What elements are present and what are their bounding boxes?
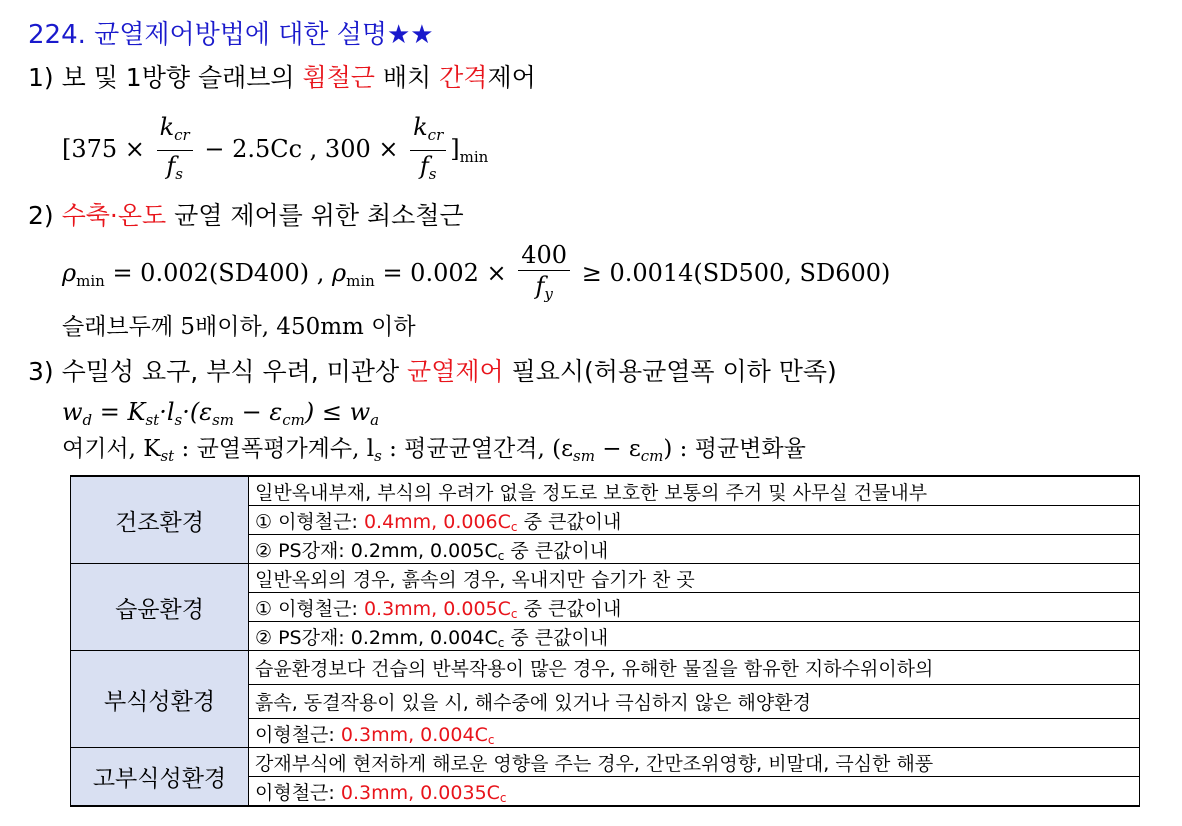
dry-description: 일반옥내부재, 부식의 우려가 없을 정도로 보호한 보통의 주거 및 사무실 건물내부 — [249, 476, 1140, 506]
table-row — [71, 651, 1140, 685]
frac-den-sub: s — [175, 165, 183, 183]
frac-400: 400 — [518, 240, 570, 271]
frac2-den: f — [419, 152, 429, 180]
table-row — [71, 564, 1140, 593]
formula-2-part-3: ≥ 0.0014(SD500, SD600) — [581, 259, 891, 287]
formula-2-part-2: = 0.002 × — [382, 259, 507, 287]
note-d-sub: cm — [640, 447, 664, 465]
title-text: 224. 균열제어방법에 대한 설명 — [28, 20, 387, 50]
dry-rebar-pre: ① 이형철근: — [255, 510, 364, 533]
note-b-sub: s — [374, 447, 382, 465]
w-symbol: w — [62, 398, 83, 426]
formula-1-min: min — [459, 148, 489, 166]
item-1 — [28, 58, 536, 94]
note-a-sub: st — [160, 447, 175, 465]
item-2-suffix: 균열 제어를 위한 최소철근 — [166, 201, 464, 230]
frac-num-sub: cr — [174, 126, 190, 144]
item-2 — [28, 196, 464, 232]
formula-1-open: [375 × — [62, 135, 145, 163]
eps-1: ·(ε — [182, 398, 213, 426]
wet-ps-post: 중 큰값이내 — [504, 626, 609, 649]
l-symbol: ·l — [159, 398, 175, 426]
wet-rebar — [249, 593, 1140, 622]
note-b: : 균열폭평가계수, l — [174, 436, 375, 462]
formula-crack-width — [62, 398, 379, 429]
frac-fy: f — [535, 272, 545, 300]
eps-2-sub: cm — [282, 411, 305, 429]
note-d: − ε — [594, 436, 641, 462]
eps-2: − ε — [234, 398, 283, 426]
corrosive-description-2: 흙속, 동결작용이 있을 시, 해수중에 있거나 극심하지 않은 해양환경 — [249, 685, 1140, 719]
note-c: : 평균균열간격, (ε — [381, 436, 573, 462]
table-row — [71, 748, 1140, 777]
frac-num: k — [159, 113, 175, 141]
corrosive-description-1: 습윤환경보다 건습의 반복작용이 많은 경우, 유해한 물질을 함유한 지하수위이하의 — [249, 651, 1140, 685]
fraction-400-over-fy — [518, 240, 570, 309]
k-sub: st — [145, 411, 160, 429]
wet-ps-sub: c — [497, 635, 505, 650]
formula-2-part-1: = 0.002(SD400) , — [112, 259, 325, 287]
wet-ps-steel — [249, 622, 1140, 651]
note-e: ) : 평균변화율 — [663, 436, 806, 462]
dry-ps-pre: ② PS강재: 0.2mm, 0.005C — [255, 539, 498, 562]
item-2-highlight: 수축·온도 — [61, 201, 167, 230]
fraction-k-over-f — [157, 112, 193, 189]
le-wa: ) ≤ w — [304, 398, 371, 426]
frac2-num-sub: cr — [427, 126, 444, 144]
item-3-suffix: 필요시(허용균열폭 이하 만족) — [503, 357, 837, 386]
severe-rebar-sub: c — [499, 790, 507, 805]
frac-den: f — [166, 152, 176, 180]
dry-rebar-post: 중 큰값이내 — [517, 510, 622, 533]
dry-ps-post: 중 큰값이내 — [504, 539, 609, 562]
rho-sub: min — [76, 272, 105, 290]
severe-description: 강재부식에 현저하게 해로운 영향을 주는 경우, 간만조위영향, 비말대, 극심한 해풍 — [249, 748, 1140, 777]
item-3-prefix: 3) 수밀성 요구, 부식 우려, 미관상 — [28, 357, 408, 386]
item-1-highlight-2: 간격 — [439, 63, 488, 92]
eps-1-sub: sm — [212, 411, 235, 429]
fraction-k-over-f-2 — [410, 112, 446, 189]
category-corrosive: 부식성환경 — [71, 651, 249, 748]
formula-2-note: 슬래브두께 5배이하, 450mm 이하 — [62, 314, 416, 340]
eq-sign: = — [92, 398, 128, 426]
formula-1-middle: − 2.5Cc , 300 × — [204, 135, 399, 163]
formula-1-close: ] — [450, 135, 460, 163]
category-wet: 습윤환경 — [71, 564, 249, 651]
table-row — [71, 476, 1140, 506]
formula-3-note — [62, 430, 806, 465]
w-sub: d — [82, 411, 93, 429]
item-1-highlight-1: 휨철근 — [302, 63, 375, 92]
l-sub: s — [174, 411, 183, 429]
item-1-prefix: 1) 보 및 1방향 슬래브의 — [28, 63, 303, 92]
star-icons: ★★ — [386, 20, 434, 50]
item-2-prefix: 2) — [28, 201, 62, 230]
corrosive-rebar-pre: 이형철근: — [255, 723, 341, 746]
rho-symbol: ρ — [62, 259, 77, 287]
note-a: 여기서, K — [62, 436, 161, 462]
dry-ps-steel — [249, 535, 1140, 564]
category-severe: 고부식성환경 — [71, 748, 249, 807]
wa-sub: a — [370, 411, 380, 429]
note-c-sub: sm — [573, 447, 595, 465]
corrosive-rebar-sub: c — [487, 732, 495, 747]
environment-table — [70, 475, 1140, 807]
k-symbol: K — [127, 398, 146, 426]
rho-sub-2: min — [346, 272, 375, 290]
corrosive-rebar-value: 0.3mm, 0.004C — [340, 723, 488, 746]
severe-rebar — [249, 777, 1140, 807]
dry-rebar-value: 0.4mm, 0.006C — [363, 510, 511, 533]
frac2-den-sub: s — [428, 165, 437, 183]
category-dry: 건조환경 — [71, 476, 249, 564]
wet-rebar-value: 0.3mm, 0.005C — [363, 597, 511, 620]
frac-fy-sub: y — [544, 285, 553, 303]
severe-rebar-value: 0.3mm, 0.0035C — [340, 781, 500, 804]
dry-rebar-sub: c — [510, 519, 518, 534]
wet-rebar-post: 중 큰값이내 — [517, 597, 622, 620]
wet-rebar-sub: c — [510, 606, 518, 621]
item-3 — [28, 352, 837, 388]
formula-spacing — [62, 112, 488, 189]
dry-ps-sub: c — [497, 548, 505, 563]
rho-symbol-2: ρ — [332, 259, 347, 287]
item-1-mid: 배치 — [374, 63, 440, 92]
wet-rebar-pre: ① 이형철근: — [255, 597, 364, 620]
frac2-num: k — [413, 113, 428, 141]
item-3-highlight: 균열제어 — [407, 357, 504, 386]
item-1-suffix: 제어 — [487, 63, 536, 92]
formula-min-rebar — [62, 240, 890, 309]
wet-ps-pre: ② PS강재: 0.2mm, 0.004C — [255, 626, 498, 649]
wet-description: 일반옥외의 경우, 흙속의 경우, 옥내지만 습기가 찬 곳 — [249, 564, 1140, 593]
page-title — [28, 14, 434, 51]
dry-rebar — [249, 506, 1140, 535]
severe-rebar-pre: 이형철근: — [255, 781, 341, 804]
corrosive-rebar — [249, 719, 1140, 748]
